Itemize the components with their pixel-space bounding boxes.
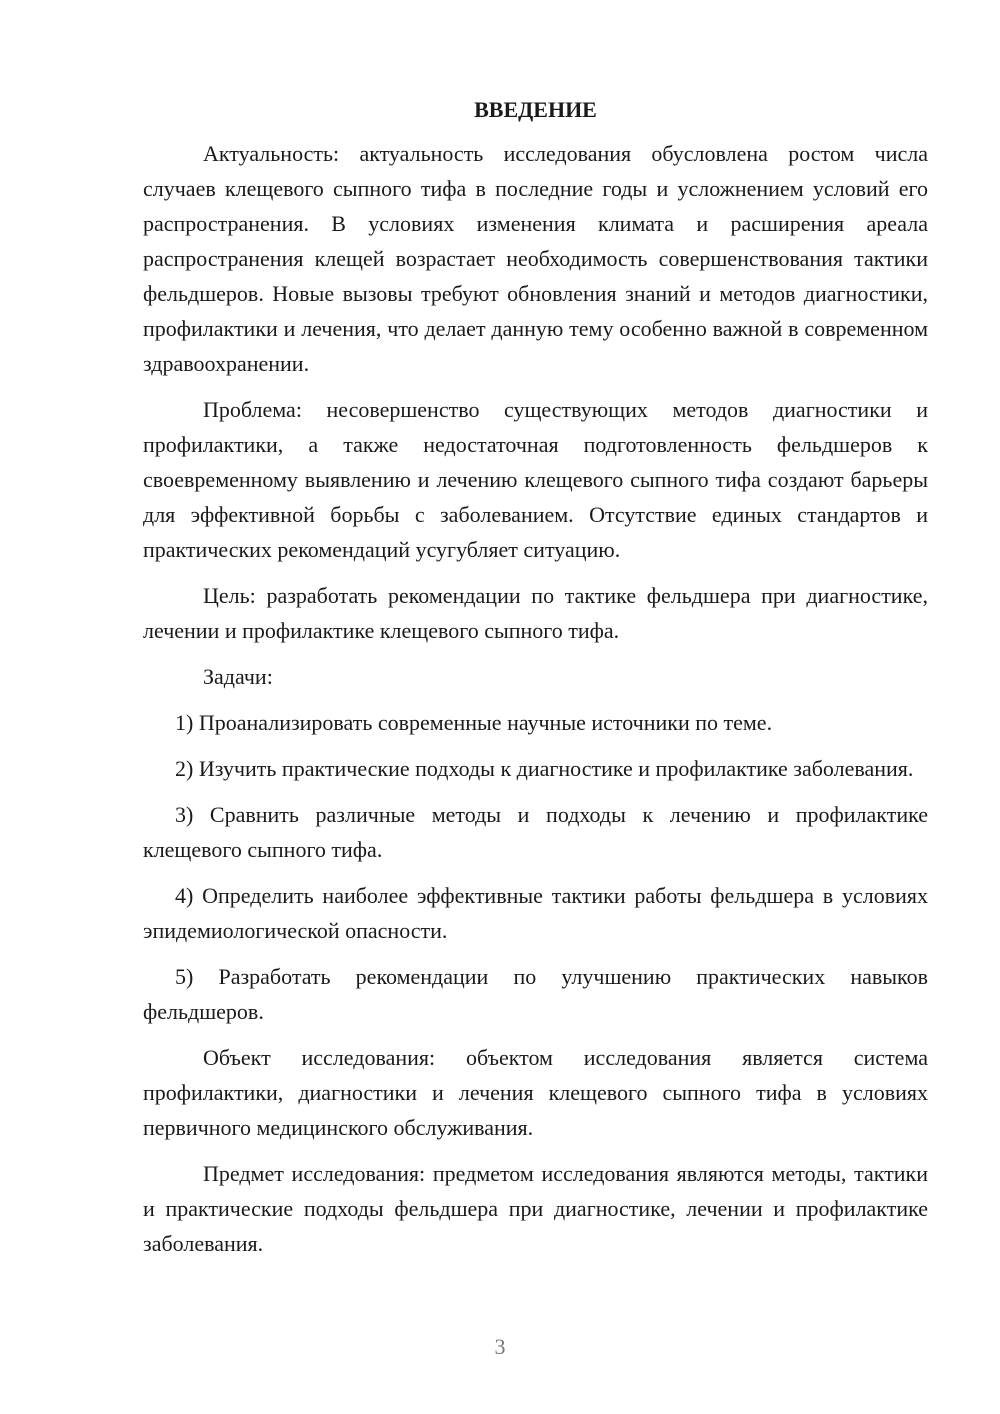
- task-item-2: 2) Изучить практические подходы к диагностике и профилактике заболевания.: [175, 756, 914, 781]
- page-title: ВВЕДЕНИЕ: [474, 97, 597, 122]
- paragraph-object: Объект исследования: объектом исследования является система профилактики, диагностики и лечения клещевого сыпного тифа в условиях первичного медицинского обслуживания.: [143, 1045, 928, 1140]
- paragraph-problem: Проблема: несовершенство существующих методов диагностики и профилактики, а также недостаточная подготовленность фельдшеров к своевременному выявлению и лечению клещевого сыпного тифа создают барьеры для эффективной борьбы с заболеванием. Отсутствие единых стандартов и практических рекомендаций усугубляет ситуацию.: [143, 397, 928, 562]
- tasks-label: Задачи:: [203, 664, 273, 689]
- task-item-5: 5) Разработать рекомендации по улучшению практических навыков фельдшеров.: [143, 964, 928, 1024]
- paragraph-relevance: Актуальность: актуальность исследования обусловлена ростом числа случаев клещевого сыпного тифа в последние годы и усложнением условий его распространения. В условиях изменения климата и расширения ареала распространения клещей возрастает необходимость совершенствования тактики фельдшеров. Новые вызовы требуют обновления знаний и методов диагностики, профилактики и лечения, что делает данную тему особенно важной в современном здравоохранении.: [143, 141, 928, 376]
- paragraph-subject: Предмет исследования: предметом исследования являются методы, тактики и практические подходы фельдшера при диагностике, лечении и профилактике заболевания.: [143, 1161, 928, 1256]
- task-item-4: 4) Определить наиболее эффективные тактики работы фельдшера в условиях эпидемиологической опасности.: [143, 883, 928, 943]
- paragraph-goal: Цель: разработать рекомендации по тактике фельдшера при диагностике, лечении и профилактике клещевого сыпного тифа.: [143, 583, 928, 643]
- task-item-1: 1) Проанализировать современные научные источники по теме.: [175, 710, 773, 735]
- task-item-3: 3) Сравнить различные методы и подходы к лечению и профилактике клещевого сыпного тифа.: [143, 802, 928, 862]
- page-content: [143, 96, 928, 1272]
- page-number: 3: [494, 1334, 506, 1359]
